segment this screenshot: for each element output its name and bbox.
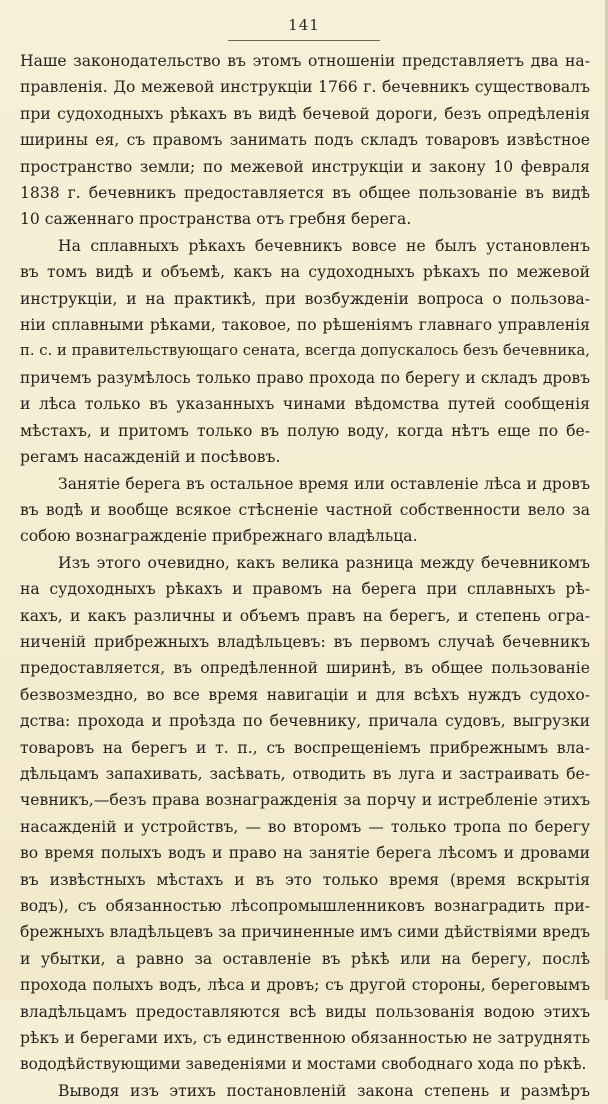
text-line: дѣльцамъ запахивать, засѣвать, отводить въ луга и застраивать бе-	[20, 764, 590, 783]
text-line: кахъ, и какъ различны и объемъ правъ на берегъ, и степень огра-	[20, 606, 590, 625]
text-line: въ водѣ и вообще всякое стѣсненiе частной собственности вело за	[20, 500, 590, 519]
text-line: прохода полыхъ водъ, лѣса и дровъ; съ другой стороны, береговымъ	[20, 976, 590, 995]
text-line: 10 саженнаго пространства отъ гребня берега.	[20, 210, 412, 229]
header-rule	[228, 40, 380, 41]
text-line: дства: прохода и проѣзда по бечевнику, причала судовъ, выгрузки	[20, 712, 590, 731]
text-line: на судоходныхъ рѣкахъ и правомъ на берега при сплавныхъ рѣ-	[20, 580, 590, 599]
text-line: товаровъ на берегъ и т. п., съ воспрещенiемъ прибрежнымъ вла-	[20, 738, 590, 757]
text-line: На сплавныхъ рѣкахъ бечевникъ вовсе не былъ установленъ	[58, 236, 590, 255]
text-line: регамъ насажденiй и посѣвовъ.	[20, 448, 281, 467]
text-line: собою вознагражденiе прибрежнаго владѣльца.	[20, 527, 418, 546]
text-line: 1838 г. бечевникъ предоставляется въ общее пользованiе въ видѣ	[20, 184, 590, 203]
text-line: инструкцiи, и на практикѣ, при возбужденiи вопроса о пользова-	[20, 289, 590, 308]
text-line: насажденiй и устройствъ, — во второмъ — только тропа по берегу	[20, 817, 590, 836]
text-line: ниченiй прибрежныхъ владѣльцевъ: въ первомъ случаѣ бечевникъ	[20, 632, 590, 651]
text-line: въ извѣстныхъ мѣстахъ и въ это только время (время вскрытiя	[20, 870, 590, 889]
paragraph-1	[20, 48, 590, 233]
text-line: рѣкъ и берегами ихъ, съ единственною обязанностью не затруднять	[20, 1029, 590, 1048]
text-line: Изъ этого очевидно, какъ велика разница между бечевникомъ	[58, 553, 590, 572]
text-line: и убытки, а равно за оставленiе въ рѣкѣ или на берегу, послѣ	[20, 949, 590, 968]
text-line: чевникъ,—безъ права вознагражденiя за порчу и истребленiе этихъ	[20, 791, 590, 810]
text-line: ширины ея, съ правомъ занимать подъ складъ товаровъ извѣстное	[20, 131, 590, 150]
text-line: при судоходныхъ рѣкахъ въ видѣ бечевой дороги, безъ опредѣленiя	[20, 104, 590, 123]
paragraph-4	[20, 550, 590, 1078]
text-line: пространство земли; по межевой инструкцiи и закону 10 февраля	[20, 157, 590, 176]
text-line: брежныхъ владѣльцевъ за причиненные имъ сими дѣйствiями вредъ	[20, 923, 590, 942]
text-line: п. с. и правительствующаго сената, всегда допускалось безъ бечевника,	[20, 342, 590, 360]
text-line: безвозмездно, во все время навигацiи и для всѣхъ нуждъ судохо-	[20, 685, 590, 704]
text-line: нiи сплавными рѣками, таковое, по рѣшенiямъ главнаго управленiя	[20, 316, 590, 335]
text-line: во время полыхъ водъ и право на занятiе берега лѣсомъ и дровами	[20, 844, 590, 863]
text-line: вододѣйствующими заведенiями и мостами свободнаго хода по рѣкѣ.	[20, 1055, 587, 1074]
page-number: 141	[288, 16, 320, 34]
text-line: водъ), съ обязанностью лѣсопромышленниковъ вознаградить при-	[20, 897, 590, 915]
paragraph-5	[20, 1078, 590, 1104]
text-line: и лѣса только въ указанныхъ чинами вѣдомства путей сообщенiя	[20, 395, 590, 414]
paragraph-2	[20, 233, 590, 471]
text-line: Выводя изъ этихъ постановленiй закона степень и размѣръ	[58, 1081, 590, 1100]
text-line: владѣльцамъ предоставляются всѣ виды пользованiя водою этихъ	[20, 1002, 590, 1021]
text-line: предоставляется, въ опредѣленной ширинѣ, въ общее пользованiе	[20, 659, 590, 678]
text-line: правленiя. До межевой инструкцiи 1766 г. бечевникъ существовалъ	[20, 78, 590, 97]
text-line: въ томъ видѣ и объемѣ, какъ на судоходныхъ рѣкахъ по межевой	[20, 263, 590, 282]
text-line: причемъ разумѣлось только право прохода по берегу и складъ дровъ	[20, 368, 590, 387]
text-line: Наше законодательство въ этомъ отношенiи представляетъ два на-	[20, 52, 590, 70]
text-line: мѣстахъ, и притомъ только въ полую воду, когда нѣтъ еще по бе-	[20, 421, 590, 440]
body-text	[20, 48, 590, 1104]
paragraph-3	[20, 471, 590, 550]
text-line: Занятiе берега въ остальное время или оставленiе лѣса и дровъ	[58, 474, 590, 493]
